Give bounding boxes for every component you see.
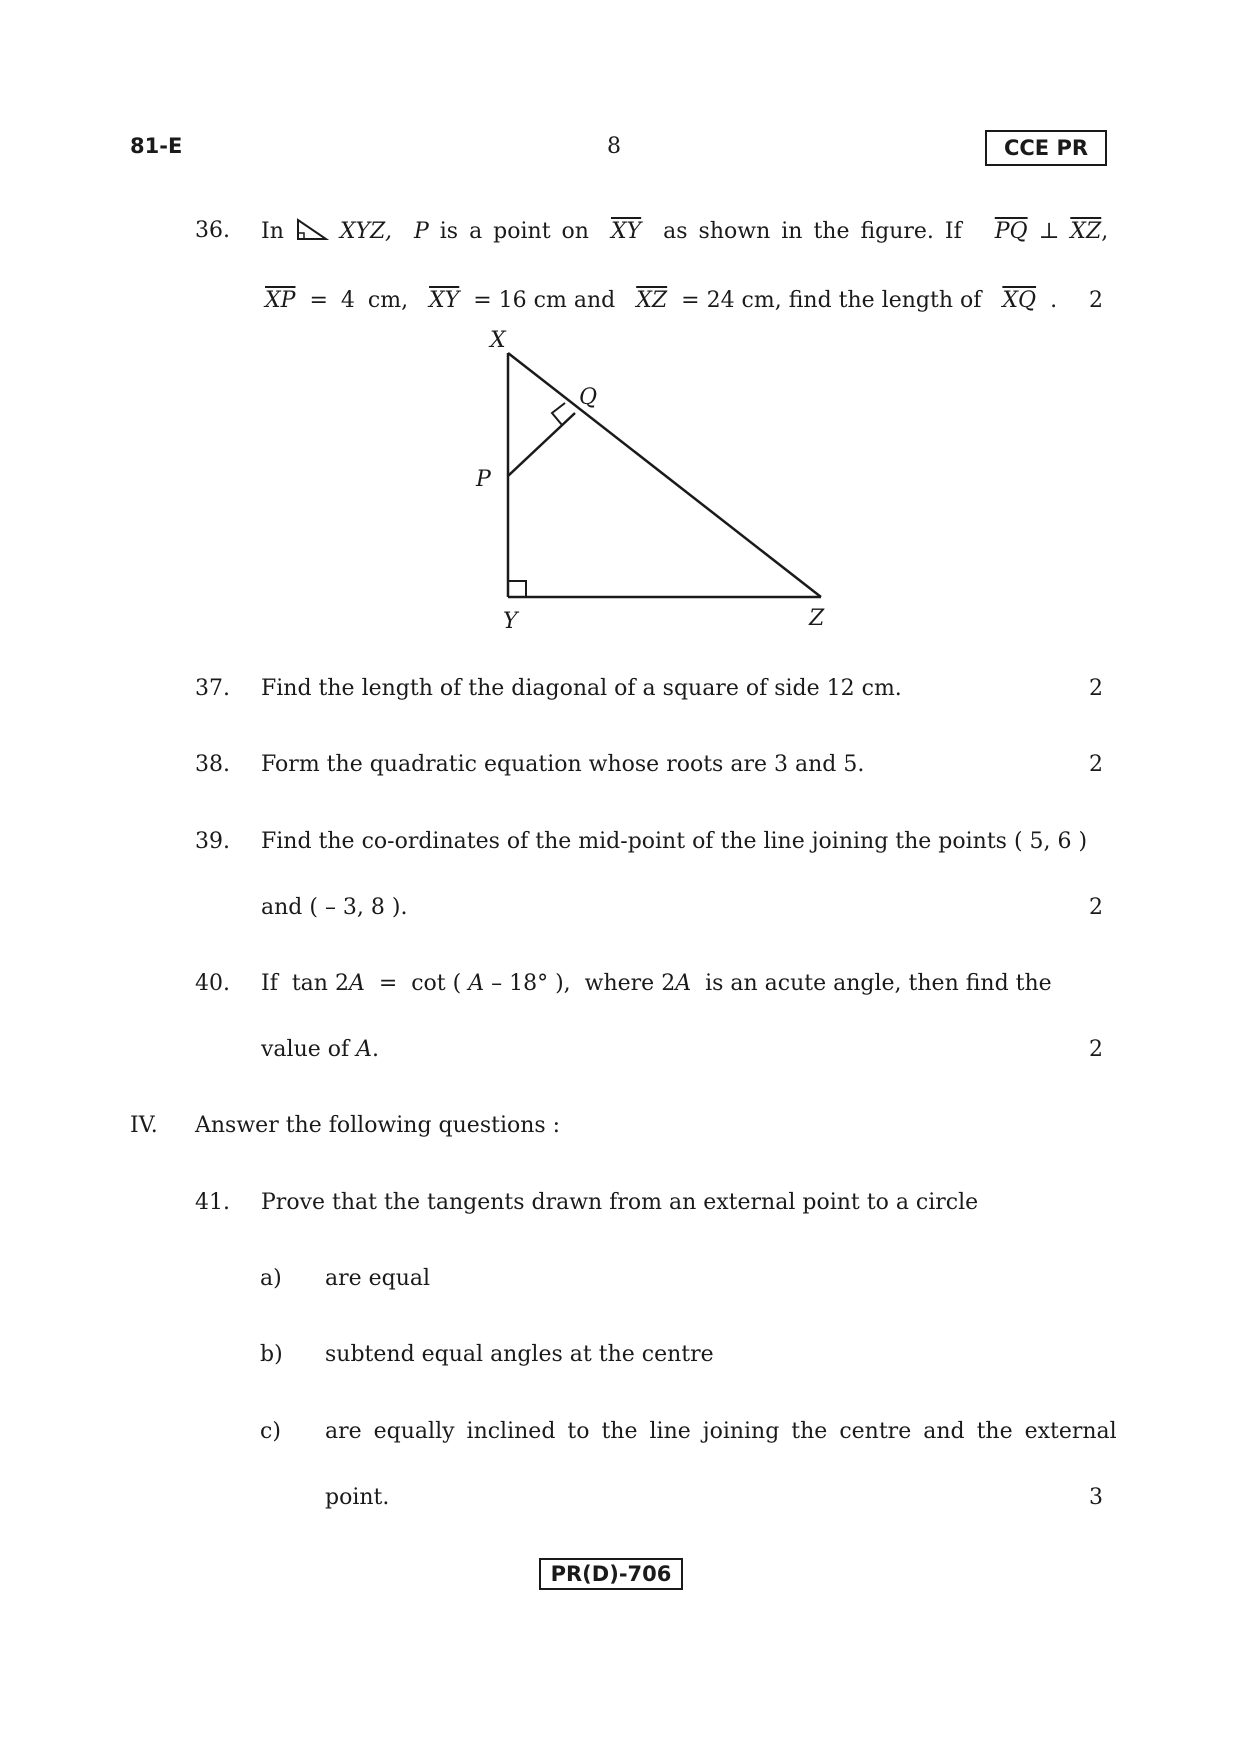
q36-xp-value: = 4 cm, [309, 288, 409, 313]
q41-b-text: subtend equal angles at the centre [325, 1342, 714, 1367]
question-39-line1: Find the co-ordinates of the mid-point of the line joining the points ( 5, 6 ) [261, 829, 1088, 854]
label-x: X [490, 328, 506, 353]
q36-segment-xz-2: $\overline{XZ}$ [636, 288, 668, 313]
question-41-text: Prove that the tangents drawn from an external point to a circle [261, 1190, 979, 1215]
q40-period: . [372, 1037, 380, 1062]
q41-a-label: a) [260, 1266, 282, 1291]
q36-segment-xz: $\overline{XZ}$ [1070, 219, 1102, 244]
q36-segment-pq: $\overline{PQ}$ [994, 219, 1028, 244]
q36-point-p: P [413, 219, 429, 244]
question-36-line1 [261, 218, 1108, 244]
question-41-number: 41. [195, 1190, 230, 1215]
question-40-marks: 2 [1089, 1037, 1103, 1062]
question-40-line1 [261, 971, 1052, 996]
page-number: 8 [607, 134, 621, 159]
q36-dot: . [1050, 288, 1058, 313]
q36-perp-symbol: ⊥ [1038, 219, 1060, 244]
question-37-text: Find the length of the diagonal of a square of side 12 cm. [261, 676, 902, 701]
q40-var-a4: A [356, 1037, 373, 1062]
series-box: CCE PR [985, 130, 1107, 166]
question-41-marks: 3 [1089, 1485, 1103, 1510]
q36-xy-value: = 16 cm and [473, 288, 616, 313]
question-39-line2: and ( – 3, 8 ). [261, 895, 408, 920]
q36-triangle-name: XYZ, [339, 219, 392, 244]
question-40-number: 40. [195, 971, 230, 996]
q41-a-text: are equal [325, 1266, 431, 1291]
q41-c-line1: are equally inclined to the line joining the centre and the external [325, 1419, 1117, 1444]
question-39-number: 39. [195, 829, 230, 854]
q36-segment-xy-2: $\overline{XY}$ [429, 288, 460, 313]
q41-c-line2: point. [325, 1485, 390, 1510]
section-iv-heading: Answer the following questions : [195, 1113, 561, 1138]
q36-segment-xy: $\overline{XY}$ [610, 219, 642, 244]
paper-code: 81-E [130, 134, 183, 158]
q40-value-of: value of [261, 1037, 357, 1062]
label-q: Q [579, 385, 598, 410]
footer-code-box: PR(D)-706 [539, 1558, 683, 1590]
question-37-number: 37. [195, 676, 230, 701]
triangle-figure [460, 325, 860, 651]
question-39-marks: 2 [1089, 895, 1103, 920]
question-37-marks: 2 [1089, 676, 1103, 701]
q40-part-c: – 18° ), where 2 [484, 971, 676, 996]
q36-as-shown: as shown in the figure. If [663, 219, 962, 244]
question-38-text: Form the quadratic equation whose roots are 3 and 5. [261, 752, 865, 777]
q40-var-a2: A [468, 971, 485, 996]
q40-part-b: = cot ( [364, 971, 469, 996]
section-iv-number: IV. [130, 1113, 158, 1138]
q40-part-d: is an acute angle, then find the [691, 971, 1052, 996]
q40-var-a3: A [675, 971, 692, 996]
right-triangle-icon [295, 218, 329, 242]
question-36-number: 36. [195, 218, 230, 243]
question-36-marks: 2 [1089, 288, 1103, 313]
label-y: Y [503, 609, 518, 634]
question-38-marks: 2 [1089, 752, 1103, 777]
label-p: P [476, 467, 491, 492]
q41-c-label: c) [260, 1419, 281, 1444]
q36-in: In [261, 219, 284, 244]
q40-part-a: If tan 2 [261, 971, 349, 996]
question-40-line2 [261, 1037, 379, 1062]
label-z: Z [809, 606, 825, 631]
q36-segment-xq: $\overline{XQ}$ [1002, 288, 1037, 313]
q36-is-point-on: is a point on [439, 219, 589, 244]
question-38-number: 38. [195, 752, 230, 777]
q36-xz-value: = 24 cm, find the length of [681, 288, 982, 313]
q40-var-a1: A [348, 971, 365, 996]
question-36-line2 [265, 288, 1057, 313]
q36-segment-xp: $\overline{XP}$ [265, 288, 296, 313]
q36-comma: , [1101, 219, 1109, 244]
q41-b-label: b) [260, 1342, 283, 1367]
